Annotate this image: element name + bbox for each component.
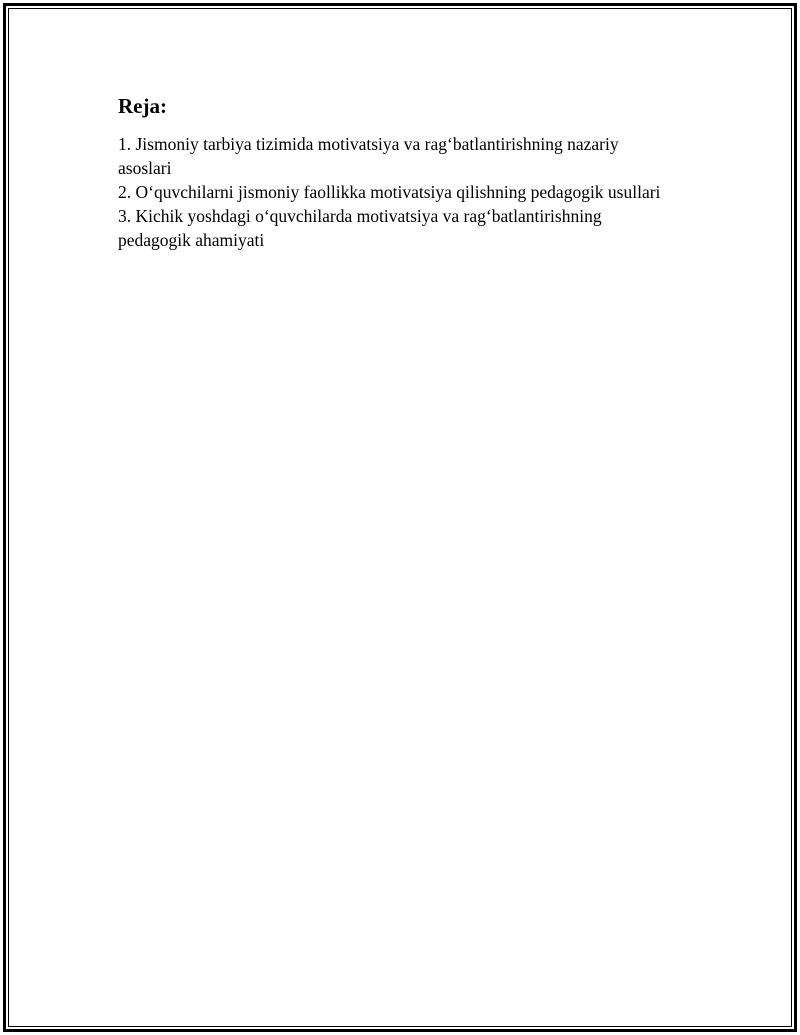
plan-list [118,132,663,252]
plan-item-2: 2. O‘quvchilarni jismoniy faollikka motivatsiya qilishning pedagogik usullari [118,182,661,202]
plan-heading: Reja: [118,94,167,118]
document-body [118,92,663,252]
plan-item-3: 3. Kichik yoshdagi o‘quvchilarda motivatsiya va rag‘batlantirishning pedagogik ahamiyati [118,206,602,250]
plan-item-1: 1. Jismoniy tarbiya tizimida motivatsiya va rag‘batlantirishning nazariy asoslari [118,134,619,178]
